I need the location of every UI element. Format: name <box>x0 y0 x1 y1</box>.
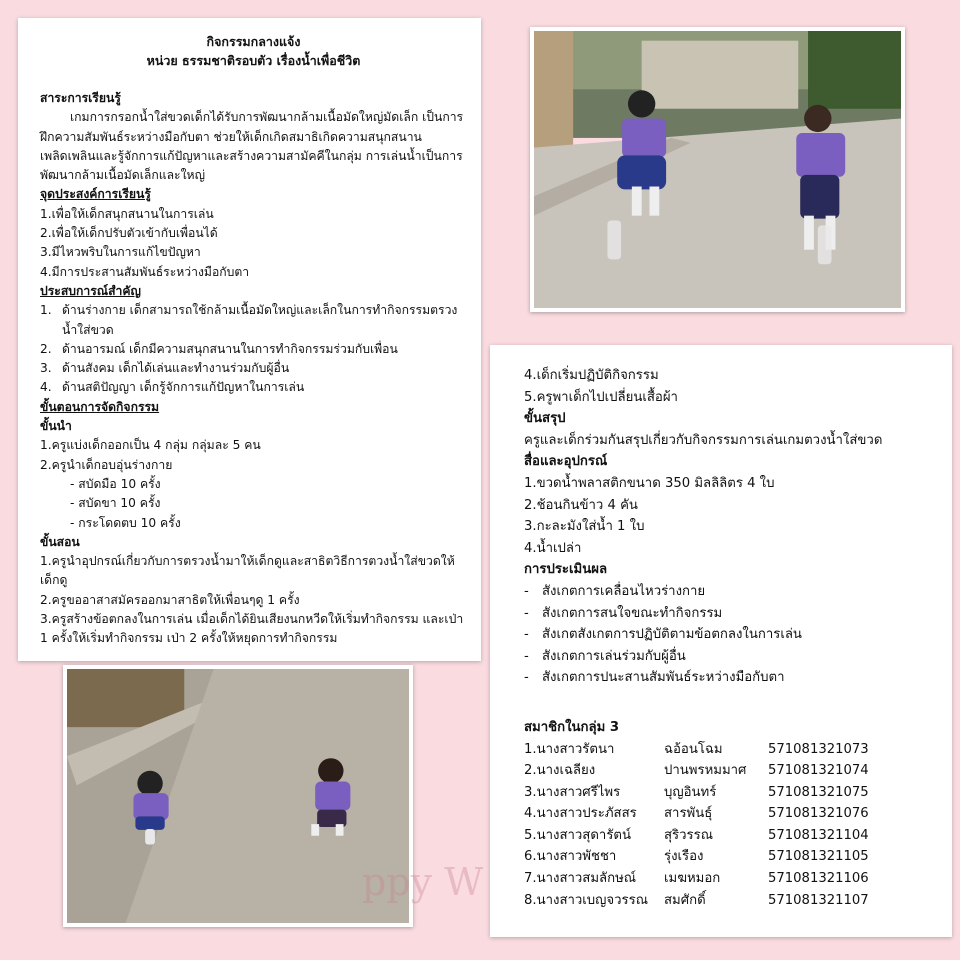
member-row: 4.นางสาวประภัสสร สารพันธุ์ 571081321076 <box>524 806 869 822</box>
experience-item: 1. ด้านร่างกาย เด็กสามารถใช้กล้ามเนื้อมัดใหญ่และเล็กในการทำกิจกรรมตรวงน้ำใส่ขวด <box>40 303 458 337</box>
members-heading: สมาชิกในกลุ่ม 3 <box>524 719 620 735</box>
steps-heading: ขั้นตอนการจัดกิจกรรม <box>40 399 160 414</box>
teach-item: 2.ครูขออาสาสมัครออกมาสาธิตให้เพื่อนๆดู 1 ครั้ง <box>40 592 300 607</box>
members-section <box>524 717 938 911</box>
media-item: 2.ช้อนกินข้าว 4 คัน <box>524 497 638 513</box>
warmup-item: - สบัดขา 10 ครั้ง <box>70 496 161 511</box>
experience-heading: ประสบการณ์สำคัญ <box>40 283 141 298</box>
member-row: 2.นางเฉลียง ปานพรหมมาศ 571081321074 <box>524 763 869 779</box>
intro-heading: ขั้นนำ <box>40 419 72 434</box>
evaluation-heading: การประเมินผล <box>524 562 608 578</box>
evaluation-item: - สังเกตการเล่นร่วมกับผู้อื่น <box>524 648 686 664</box>
member-row: 7.นางสาวสมลักษณ์ เมฆหมอก 571081321106 <box>524 871 869 887</box>
intro-item: 1.ครูแบ่งเด็กออกเป็น 4 กลุ่ม กลุ่มละ 5 คน <box>40 438 261 453</box>
member-row: 5.นางสาวสุดารัตน์ สุริวรรณ 571081321104 <box>524 827 869 843</box>
objective-item: 3.มีไหวพริบในการแก้ไขปัญหา <box>40 245 201 260</box>
experience-list <box>40 301 467 397</box>
summary-heading: ขั้นสรุป <box>524 411 566 427</box>
member-row: 6.นางสาวพัชชา รุ่งเรือง 571081321105 <box>524 849 869 865</box>
teach-item: 1.ครูนำอุปกรณ์เกี่ยวกับการตรวงน้ำมาให้เด็กดูและสาธิตวิธีการตวงน้ำใส่ขวดให้เด็กดู <box>40 554 455 588</box>
photo-children-pouring-water <box>530 27 905 312</box>
teach-item: 5.ครูพาเด็กไปเปลี่ยนเสื้อผ้า <box>524 389 678 405</box>
lesson-plan-page-2 <box>490 345 952 937</box>
objective-item: 1.เพื่อให้เด็กสนุกสนานในการเล่น <box>40 206 214 221</box>
summary-text: ครูและเด็กร่วมกันสรุปเกี่ยวกับกิจกรรมการเล่นเกมตวงน้ำใส่ขวด <box>524 432 883 448</box>
objective-item: 2.เพื่อให้เด็กปรับตัวเข้ากับเพื่อนได้ <box>40 226 218 241</box>
experience-item: 4. ด้านสติปัญญา เด็กรู้จักการแก้ปัญหาในการเล่น <box>40 380 305 395</box>
member-row: 8.นางสาวเบญจวรรณ สมศักดิ์ 571081321107 <box>524 892 869 908</box>
member-row: 1.นางสาวรัตนา ฉอ้อนโฉม 571081321073 <box>524 741 869 757</box>
activity-title: กิจกรรมกลางแจ้ง <box>206 34 301 49</box>
objective-item: 4.มีการประสานสัมพันธ์ระหว่างมือกับตา <box>40 264 250 279</box>
essence-heading: สาระการเรียนรู้ <box>40 91 121 105</box>
warmup-item: - สบัดมือ 10 ครั้ง <box>70 476 161 491</box>
objectives-heading: จุดประสงค์การเรียนรู้ <box>40 187 151 202</box>
teach-heading: ขั้นสอน <box>40 534 80 549</box>
media-heading: สื่อและอุปกรณ์ <box>524 454 608 470</box>
watermark-text: ppy W <box>362 860 484 904</box>
warmup-item: - กระโดดตบ 10 ครั้ง <box>70 515 181 530</box>
lesson-plan-page-1 <box>18 18 481 661</box>
intro-item: 2.ครูนำเด็กอบอุ่นร่างกาย <box>40 457 173 472</box>
teach-item: 4.เด็กเริ่มปฏิบัติกิจกรรม <box>524 368 659 383</box>
media-item: 1.ขวดน้ำพลาสติกขนาด 350 มิลลิลิตร 4 ใบ <box>524 475 775 491</box>
unit-title: หน่วย ธรรมชาติรอบตัว เรื่องน้ำเพื่อชีวิต <box>146 53 361 68</box>
media-item: 4.น้ำเปล่า <box>524 540 582 556</box>
objectives-list <box>40 205 467 282</box>
photo-children-on-path <box>63 665 413 927</box>
evaluation-item: - สังเกตการสนใจขณะทำกิจกรรม <box>524 605 723 621</box>
essence-text: เกมการกรอกน้ำใส่ขวดเด็กได้รับการพัฒนากล้ามเนื้อมัดใหญ่มัดเล็ก เป็นการฝึกความสัมพันธ์ระหว่างมือกับตา ช่วยให้เด็กเกิดสมาธิเกิดความสนุกสนานเพลิดเพลินและรู้จักการแก้ปัญหาและสร้างความสามัคคีในกลุ่ม การเล่นน้ำเป็นการพัฒนากล้ามเนื้อมัดเล็กและใหญ่ <box>40 110 464 183</box>
teach-item: 3.ครูสร้างข้อตกลงในการเล่น เมื่อเด็กได้ยินเสียงนกหวีดให้เริ่มทำกิจกรรม และเป่า 1 ครั้งให้เริ่มทำกิจกรรม เป่า 2 ครั้งให้หยุดการทำกิจกรรม <box>40 612 464 646</box>
evaluation-item: - สังเกตสังเกตการปฏิบัติตามข้อตกลงในการเล่น <box>524 627 802 643</box>
evaluation-item: - สังเกตการเคลื่อนไหวร่างกาย <box>524 583 706 599</box>
evaluation-item: - สังเกตการปนะสานสัมพันธ์ระหว่างมือกับตา <box>524 670 785 686</box>
member-row: 3.นางสาวศรีไพร บุญอินทร์ 571081321075 <box>524 784 869 800</box>
experience-item: 3. ด้านสังคม เด็กได้เล่นและทำงานร่วมกับผู้อื่น <box>40 361 290 376</box>
experience-item: 2. ด้านอารมณ์ เด็กมีความสนุกสนานในการทำกิจกรรมร่วมกับเพื่อน <box>40 341 398 356</box>
media-item: 3.กะละมังใส่น้ำ 1 ใบ <box>524 519 645 535</box>
